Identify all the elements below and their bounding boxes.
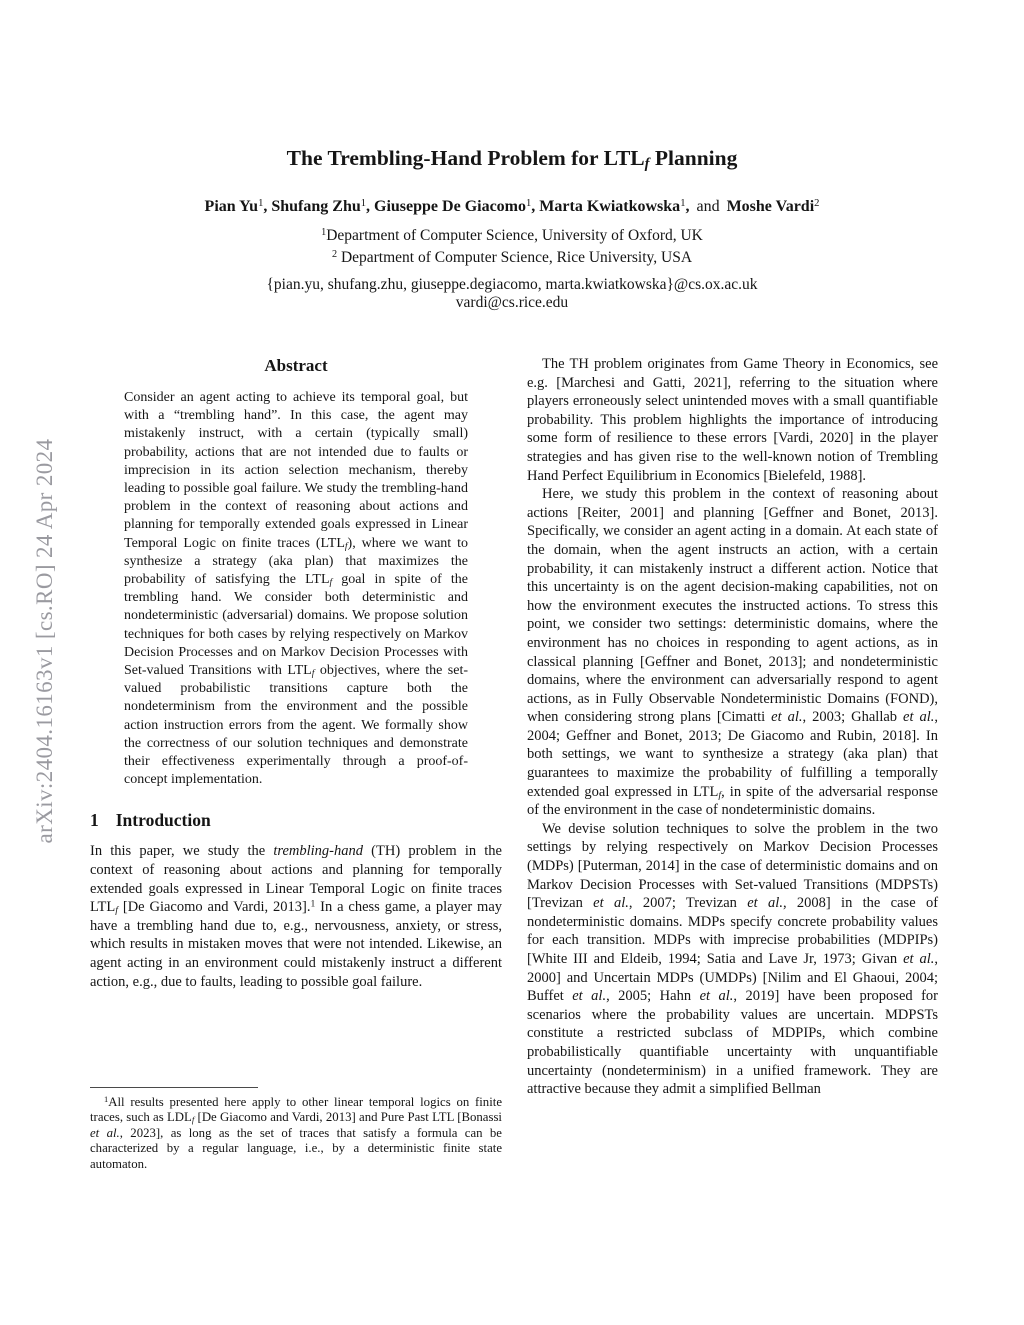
affiliation-rice: $^2$ Department of Computer Science, Rice University, USA <box>331 249 693 266</box>
paragraph-problem-setting: Here, we study this problem in the context of reasoning about actions [Reiter, 2001] and planning [Geffner and Bonet, 2013]. Specifically, we consider an agent acting in a domain. At each state of the domain, when the agent instructs an action, with a certain probability, it can mistakenly instruct a different action. Notice that this uncertainty is on the agent decision-making capabilities, not on how the environment executes the instructed actions. To stress this point, we consider two settings: deterministic domains, where the environment has no choices in responding to agent actions, as in classical planning [Geffner and Bonet, 2013]; and nondeterministic domains, where the environment can adversarially respond to agent actions, as in Fully Observable Nondeterministic Domains (FOND), when considering strong plans [Cimatti et al., 2003; Ghallab et al., 2004; Geffner and Bonet, 2013; De Giacomo and Rubin, 2018]. In both settings, we want to synthesize a strategy (aka plan) that guarantees to maximize the probability of fulfilling a temporally extended goal expressed in $LTL_f$, in spite of the adversarial response of the environment in the case of nondeterministic domains. <box>527 486 938 819</box>
footnote-block <box>90 1087 502 1172</box>
section-number: 1 <box>90 810 99 831</box>
arxiv-watermark: arXiv:2404.16163v1 [cs.RO] 24 Apr 2024 <box>32 438 57 844</box>
abstract-heading: Abstract <box>264 356 328 375</box>
section-heading-introduction <box>90 810 502 831</box>
paper-title: The Trembling-Hand Problem for $LTL_f$ Planning <box>286 146 738 172</box>
email-line-oxford: {pian.yu, shufang.zhu, giuseppe.degiacomo, marta.kwiatkowska}@cs.ox.ac.uk <box>266 276 758 293</box>
footnote-divider <box>90 1087 258 1088</box>
authors-main: Pian Yu$^1$, Shufang Zhu$^1$, Giuseppe De Giacomo$^1$, Marta Kwiatkowska$^1$, <box>204 197 690 215</box>
paper-header <box>0 146 1024 312</box>
author-line <box>0 198 1024 216</box>
authors-last: Moshe Vardi$^2$ <box>726 197 820 215</box>
right-column <box>527 355 938 1099</box>
footnote-text: $^1$All results presented here apply to other linear temporal logics on finite traces, such as $LDL_f$ [De Giacomo and Vardi, 2013] and Pure Past LTL [Bonassi et al., 2023], as long as the set of traces that satisfy a formula can be characterized by a regular language, i.e., by a deterministic finite state automaton. <box>90 1093 502 1171</box>
paragraph-th-origin: The TH problem originates from Game Theory in Economics, see e.g. [Marchesi and Gatti, 2021], referring to the situation where players erroneously select unintended moves with a small quantifiable probability. This problem highlights the importance of introducing some form of resilience to these errors [Vardi, 2020] in the player strategies and has given rise to the well-known notion of Trembling Hand Perfect Equilibrium in Economics [Bielefeld, 1988]. <box>527 356 938 484</box>
left-column <box>90 356 502 991</box>
authors-and: and <box>696 198 720 215</box>
paragraph-solution-techniques: We devise solution techniques to solve the problem in the two settings by relying respectively on Markov Decision Processes (MDPs) [Puterman, 2014] in the case of deterministic domains and on Markov Decision Processes with Set-valued Transitions (MDPSTs) [Trevizan et al., 2007; Trevizan et al., 2008] in the case of nondeterministic domains. MDPs specify concrete probability values for each transition. MDPs with imprecise probabilities (MDPIPs) [White III and Eldeib, 1994; Satia and Lave Jr, 1973; Givan et al., 2000] and Uncertain MDPs (UMDPs) [Nilim and El Ghaoui, 2004; Buffet et al., 2005; Hahn et al., 2019] have been proposed for scenarios where the probability values are uncertain. MDPSTs constitute a restricted subclass of MDPIPs, which combine probabilistically quantifiable uncertainty with unquantifiable uncertainty (nondeterminism) in a unified framework. They are attractive because they admit a simplified Bellman <box>527 820 939 1098</box>
section-title: Introduction <box>115 810 211 831</box>
affiliation-oxford: $^1$Department of Computer Science, University of Oxford, UK <box>321 227 703 244</box>
intro-paragraph: In this paper, we study the trembling-hand (TH) problem in the context of reasoning about actions and planning for temporally extended goals expressed in Linear Temporal Logic on finite traces $LTL_f$ [De Giacomo and Vardi, 2013].$^1$ In a chess game, a player may have a trembling hand due to, e.g., nervousness, anxiety, or stress, which results in mistaken moves that were not intended. Likewise, an agent acting in an environment could mistakenly instruct a different action, e.g., due to faults, leading to possible goal failure. <box>90 843 503 990</box>
email-line-rice: vardi@cs.rice.edu <box>455 294 569 311</box>
abstract-text: Consider an agent acting to achieve its temporal goal, but with a “trembling hand”. In this case, the agent may mistakenly instruct, with a certain (typically small) probability, actions that are not intended due to faults or imprecision in its action selection mechanism, thereby leading to possible goal failure. We study the trembling-hand problem in the context of reasoning about actions and planning for temporally extended goals expressed in Linear Temporal Logic on finite traces $(LTL_f)$, where we want to synthesize a strategy (aka plan) that maximizes the probability of satisfying the $LTL_f$ goal in spite of the trembling hand. We consider both deterministic and nondeterministic (adversarial) domains. We propose solution techniques for both cases by relying respectively on Markov Decision Processes and on Markov Decision Processes with Set-valued Transitions with $LTL_f$ objectives, where the set-valued probabilistic transitions capture both the nondeterminism from the environment and the possible action instruction errors from the agent. We formally show the correctness of our solution techniques and demonstrate their effectiveness experimentally through a proof-of-concept implementation. <box>124 390 468 788</box>
